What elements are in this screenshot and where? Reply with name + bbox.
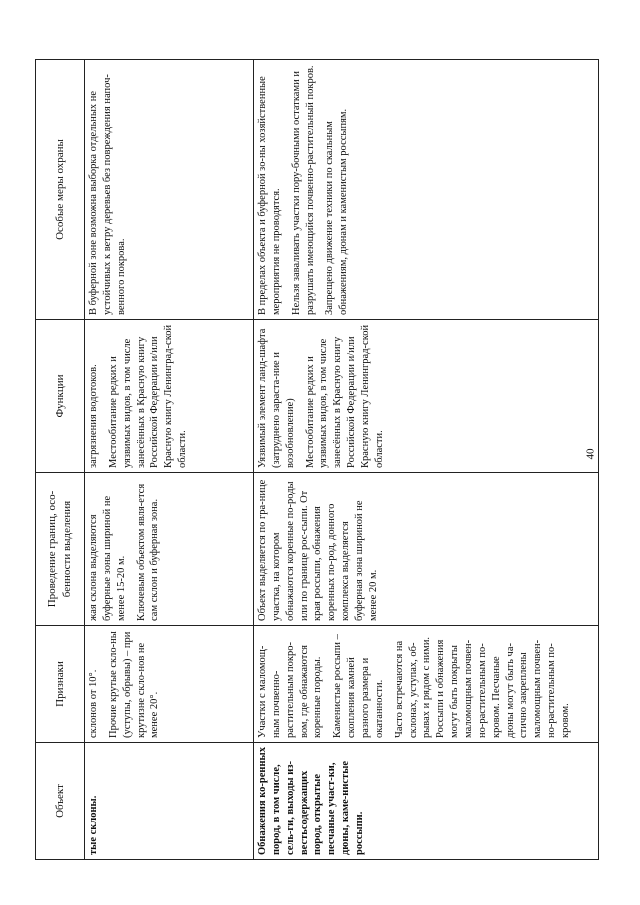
cell-object: [254, 743, 599, 860]
table-row: [254, 60, 599, 860]
header-functions: Функции: [36, 320, 85, 473]
header-measures: Особые меры охраны: [36, 60, 85, 320]
measures-text: Нельзя заваливать участки пору-бочными остатками и разрушать имеющийся почвенно-растительный покров.: [290, 65, 316, 315]
cell-boundaries: [85, 473, 254, 626]
cell-signs: [85, 626, 254, 743]
functions-text: Местообитание редких и уязвимых видов, в том числе занесённых в Красную книгу Российской Федерации и/или Красную книгу Ленинград-ской области.: [107, 324, 189, 468]
cell-functions: [254, 320, 599, 473]
boundaries-text: жая склона выделяются буферные зоны шириной не менее 15-20 м.: [88, 495, 127, 621]
page-number: 40: [584, 448, 597, 460]
table-header-row: [36, 60, 85, 860]
cell-functions: [85, 320, 254, 473]
signs-text: Каменистые россыпи – скопления камней разного размера и окатанности.: [332, 634, 385, 738]
signs-text: Участки с маломощ-ным почвенно-растительным покро-вом, где обнажаются коренные породы.: [257, 642, 324, 738]
cell-object: [85, 743, 254, 860]
measures-text: В буферной зоне возможна выборка отдельных не устойчивых к ветру деревьев без повреждения напоч-венного покрова.: [88, 74, 127, 315]
cell-boundaries: [254, 473, 599, 626]
table-row: [85, 60, 254, 860]
object-text: тые склоны.: [88, 795, 99, 855]
functions-text: загрязнения водотоков.: [88, 364, 99, 468]
signs-text: Прочие крутые скло-ны (уступы, обрывы) – при крутизне скло-нов не менее 20°.: [107, 631, 161, 738]
cell-signs: [254, 626, 599, 743]
header-object: Объект: [36, 743, 85, 860]
protection-measures-table: [35, 59, 599, 860]
object-text: Обнажения ко-ренных пород, в том числе, сель-ги, выходы из-вестьсодержащих пород, открытые песчаные участ-ки, дюны, каме-нистые россыпи.: [257, 747, 366, 855]
header-signs: Признаки: [36, 626, 85, 743]
header-boundaries: Проведение границ, осо-бенности выделения: [36, 473, 85, 626]
cell-measures: [85, 60, 254, 320]
functions-text: Уязвимый элемент ланд-шафта (затруднено зараста-ние и возобновление): [257, 328, 296, 468]
functions-text: Местообитание редких и уязвимых видов, в том числе занесённых в Красную книгу Российской Федерации и/или Красную книгу Ленинград-ской области.: [304, 324, 385, 468]
signs-text: Часто встречаются на склонах, уступах, об-рывах и рядом с ними. Россыпи и обнажения могут быть покрыты маломощным почвен-но-растительным по-кровом. Песчаные дюны могут быть ча-стично закреплены маломощным почвен-но-растительным по-кровом.: [393, 636, 572, 738]
signs-text: склонов от 10°.: [88, 669, 99, 738]
boundaries-text: Ключевым объектом явля-ется сам склон и буферная зона.: [135, 483, 161, 621]
cell-measures: [254, 60, 599, 320]
boundaries-text: Объект выделяется по гра-нице участка, на котором обнажаются коренные по-роды или по границе рос-сыпи. От края россыпи, обнажения коренных по-род, донного комплекса выделяется буферная зона шириной не менее 20 м.: [257, 479, 379, 621]
measures-text: В пределах объекта и буферной зо-ны хозяйственные мероприятия не проводятся.: [257, 76, 282, 315]
rotated-table-container: [35, 60, 605, 860]
measures-text: Запрещено движение техники по скальным обнажениям, дюнам и каменистым россыпям.: [324, 108, 350, 315]
